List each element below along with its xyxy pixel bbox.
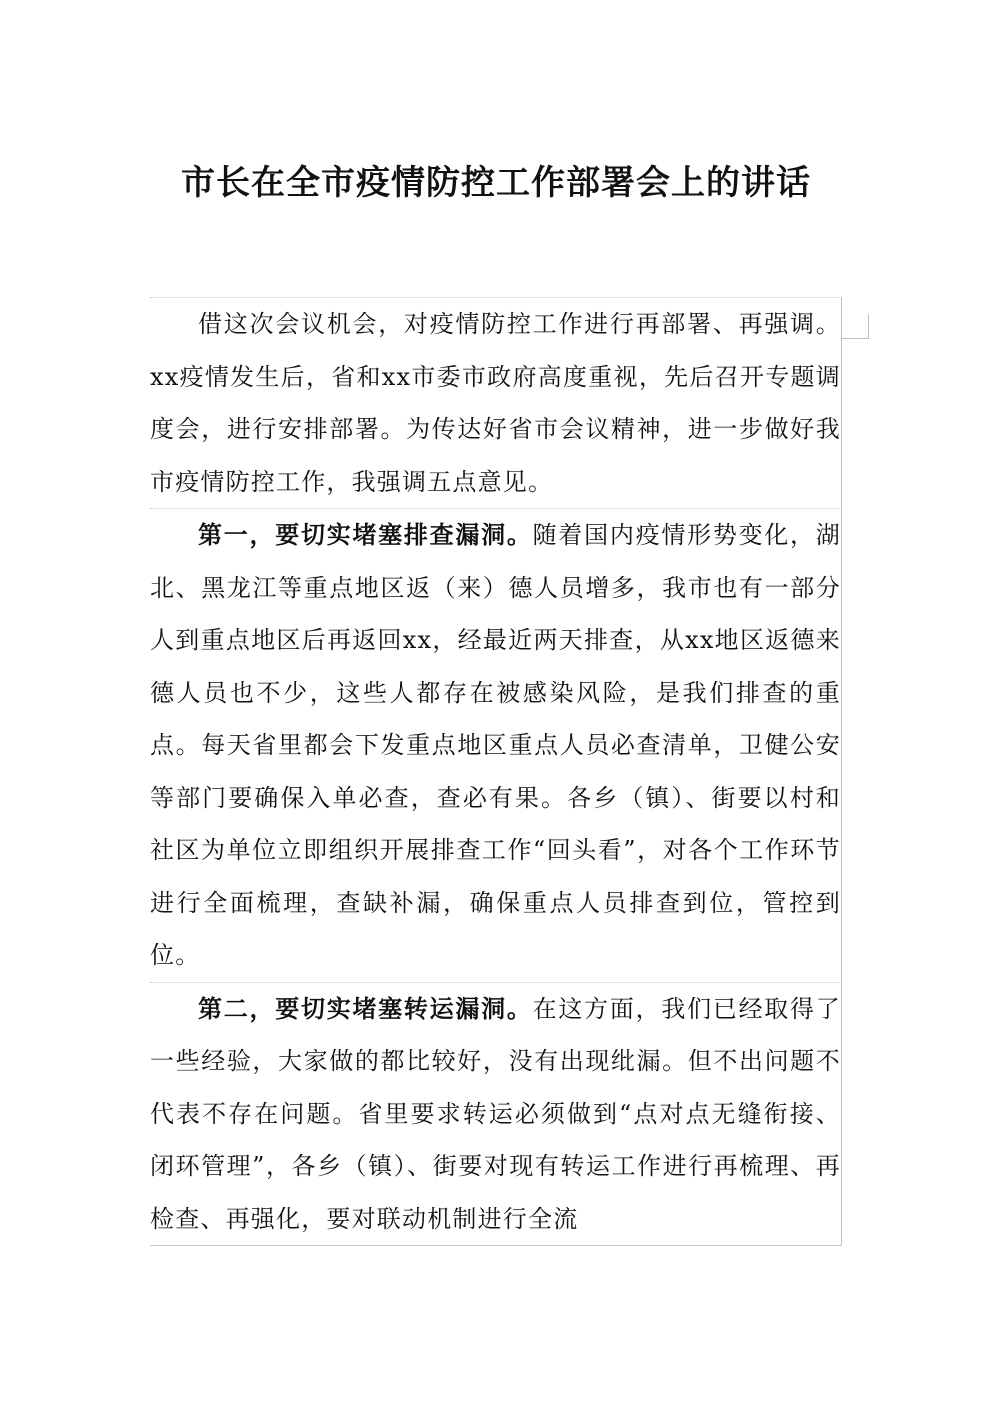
document-body [150,297,842,1246]
paragraph-intro [150,298,842,508]
document-title: 市长在全市疫情防控工作部署会上的讲话 [181,163,811,203]
paragraph-second-point [150,983,842,1246]
page-bottom-rule [150,1245,842,1246]
paragraph-text: 随着国内疫情形势变化，湖北、黑龙江等重点地区返（来）德人员增多，我市也有一部分人到重点地区后再返回xx，经最近两天排查，从xx地区返德来德人员也不少，这些人都存在被感染风险，是我们排查的重点。每天省里都会下发重点地区重点人员必查清单，卫健公安等部门要确保入单必查，查必有果。各乡（镇）、街要以村和社区为单位立即组织开展排查工作“回头看”，对各个工作环节进行全面梳理，查缺补漏，确保重点人员排查到位，管控到位。 [150,521,841,969]
paragraph-mark [842,314,869,339]
paragraph-lead: 第一，要切实堵塞排查漏洞。 [198,520,533,549]
paragraph-lead: 第二，要切实堵塞转运漏洞。 [198,993,533,1023]
paragraph-text: 借这次会议机会，对疫情防控工作进行再部署、再强调。xx疫情发生后，省和xx市委市政府高度重视，先后召开专题调度会，进行安排部署。为传达好省市会议精神，进一步做好我市疫情防控工作，我强调五点意见。 [150,310,841,496]
paragraph-first-point [150,509,842,982]
paragraph-text: 在这方面，我们已经取得了一些经验，大家做的都比较好，没有出现纰漏。但不出问题不代表不存在问题。省里要求转运必须做到“点对点无缝衔接、闭环管理”，各乡（镇）、街要对现有转运工作进行再梳理、再检查、再强化，要对联动机制进行全流 [150,994,841,1233]
